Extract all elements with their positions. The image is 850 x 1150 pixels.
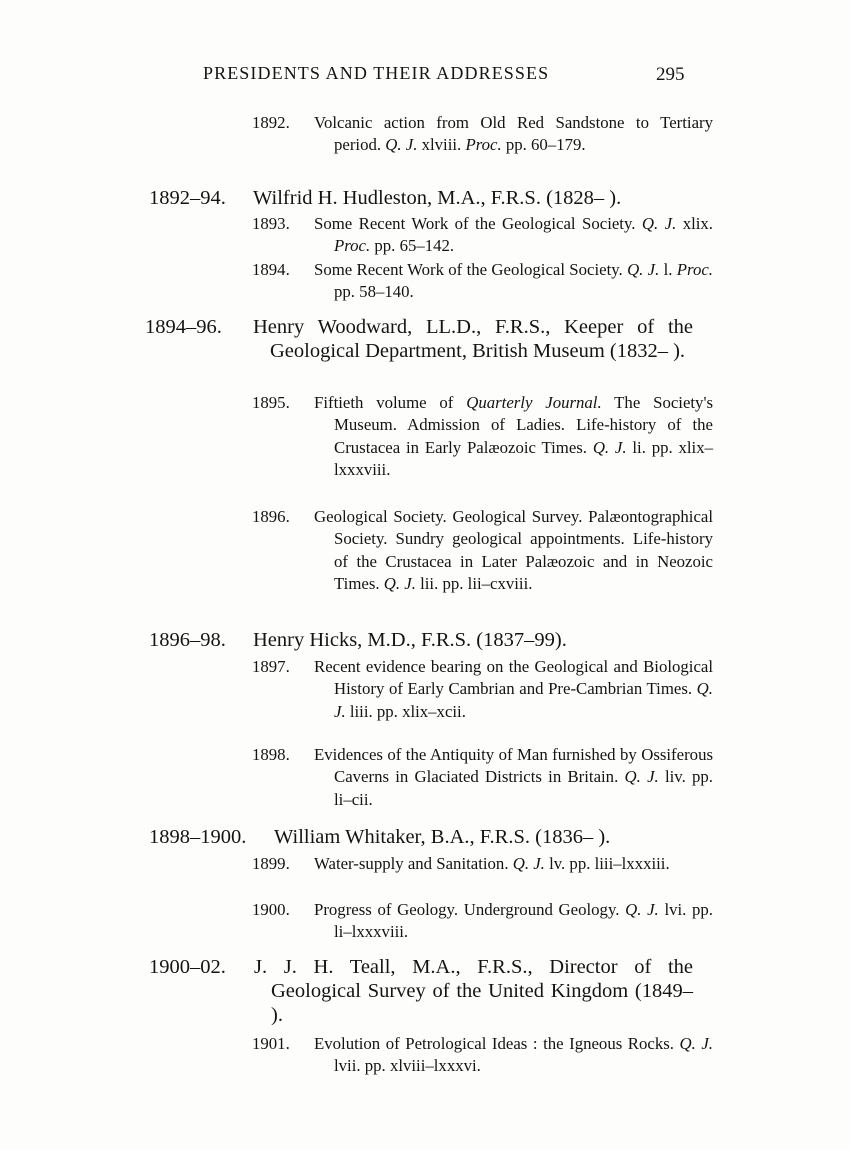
address-year: 1899. xyxy=(252,854,290,873)
journal-reference: Q. J. xyxy=(334,679,713,721)
journal-reference: Q. J. xyxy=(625,900,659,919)
address-title: Evidences of the Antiquity of Man furnished by Ossiferous Caverns in Glaciated Districts in Britain. Q. J. liv. pp. li–cii. xyxy=(314,745,713,809)
president-name: Henry Woodward, LL.D., F.R.S., Keeper of the Geological Department, British Museum (1832– ). xyxy=(253,316,693,362)
address-title: Fiftieth volume of Quarterly Journal. The Society's Museum. Admission of Ladies. Life-history of the Crustacea in Early Palæozoic Times. Q. J. li. pp. xlix–lxxxviii. xyxy=(314,393,713,480)
address-title: Recent evidence bearing on the Geological and Biological History of Early Cambrian and Pre-Cambrian Times. Q. J. liii. pp. xlix–xcii. xyxy=(314,657,713,721)
address-title: Evolution of Petrological Ideas : the Igneous Rocks. Q. J. lvii. pp. xlviii–lxxxvi. xyxy=(314,1034,714,1076)
address-title: Geological Society. Geological Survey. Palæontographical Society. Sundry geological appointments. Life-history of the Crustacea in Later Palæozoic and in Neozoic Times. Q. J. lii. pp. lii–cxviii. xyxy=(314,507,713,594)
president-years: 1892–94. xyxy=(149,187,226,209)
journal-reference: Q. J. xyxy=(385,135,418,155)
president-years: 1894–96. xyxy=(145,316,222,338)
president-name: William Whitaker, B.A., F.R.S. (1836– ). xyxy=(274,826,611,848)
president-name: Wilfrid H. Hudleston, M.A., F.R.S. (1828– ). xyxy=(253,187,622,209)
journal-reference: Q. J. xyxy=(592,437,627,457)
journal-reference: Q. J. xyxy=(679,1034,714,1053)
address-year: 1897. xyxy=(252,657,290,676)
address-year: 1898. xyxy=(252,745,290,764)
president-years: 1898–1900. xyxy=(149,826,247,848)
address-year: 1901. xyxy=(252,1034,290,1053)
address-year: 1900. xyxy=(252,900,290,919)
address-title: Progress of Geology. Underground Geology. Q. J. lvi. pp. li–lxxxviii. xyxy=(314,900,714,942)
journal-reference: Quarterly Journal. xyxy=(466,393,602,412)
president-name: Henry Hicks, M.D., F.R.S. (1837–99). xyxy=(253,629,567,651)
address-title: Some Recent Work of the Geological Society. Q. J. xlix. Proc. pp. 65–142. xyxy=(314,214,714,256)
address-title: Volcanic action from Old Red Sandstone to Tertiary period. Q. J. xlviii. Proc. pp. 60–179. xyxy=(314,113,713,155)
president-years: 1896–98. xyxy=(149,629,226,651)
address-year: 1893. xyxy=(252,214,290,233)
page-number: 295 xyxy=(656,64,685,85)
running-header xyxy=(0,63,850,91)
journal-reference: Proc. xyxy=(334,236,371,256)
address-year: 1892. xyxy=(252,113,290,132)
journal-reference: Q. J. xyxy=(383,574,416,594)
journal-reference: Q. J. xyxy=(512,854,545,873)
journal-reference: Q. J. xyxy=(641,214,677,233)
journal-reference: Proc. xyxy=(676,260,713,279)
address-year: 1895. xyxy=(252,393,290,412)
journal-reference: Q. J. xyxy=(627,260,660,279)
president-name: J. J. H. Teall, M.A., F.R.S., Director of the Geological Survey of the United Kingdom (1849– ). xyxy=(254,956,693,1026)
running-title: PRESIDENTS AND THEIR ADDRESSES xyxy=(203,63,550,83)
address-year: 1894. xyxy=(252,260,290,279)
journal-reference: Q. J. xyxy=(624,767,659,787)
address-title: Some Recent Work of the Geological Society. Q. J. l. Proc. pp. 58–140. xyxy=(314,260,713,302)
journal-reference: Proc. xyxy=(465,135,502,155)
president-years: 1900–02. xyxy=(149,956,226,978)
address-year: 1896. xyxy=(252,507,290,526)
address-title: Water-supply and Sanitation. Q. J. lv. pp. liii–lxxxiii. xyxy=(314,854,670,873)
